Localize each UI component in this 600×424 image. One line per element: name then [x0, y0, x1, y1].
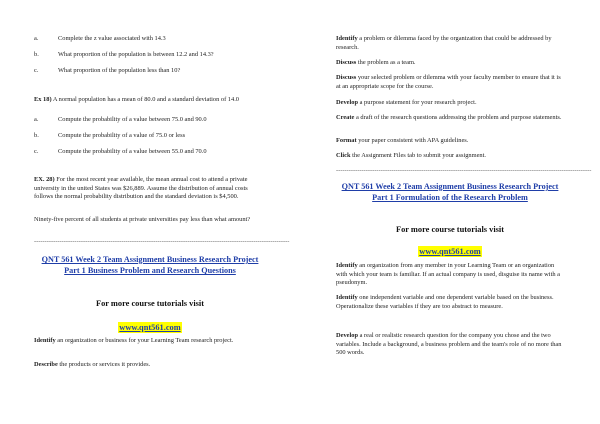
assignment-title-link[interactable]: QNT 561 Week 2 Team Assignment Business Research Project Part 1 Formulation of the Research Problem — [341, 182, 559, 203]
instruction-text: your paper consistent with APA guidelines. — [356, 137, 469, 144]
list-number: c. — [34, 67, 39, 74]
exercise-18-text: A normal population has a mean of 80.0 and a standard deviation of 14.0 — [51, 96, 239, 103]
instruction-text: your selected problem or dilemma with your faculty member to ensure that it is at an appropriate scope for the course. — [336, 74, 561, 90]
instruction-verb: Identify — [336, 294, 358, 301]
list-text: Complete the z value associated with 14.3 — [58, 35, 166, 42]
instruction-verb: Identify — [336, 262, 358, 269]
instruction-text: a real or realistic research question for the company you chose and the two variables. Include a background, a business problem and the team's role of no more than 500 words. — [336, 332, 562, 357]
instruction-paragraph — [336, 137, 566, 146]
url-wrapper — [336, 241, 564, 259]
instruction-verb: Develop — [336, 332, 359, 339]
list-text: Compute the probability of a value of 75.0 or less — [58, 132, 186, 139]
instruction-verb: Identify — [34, 337, 56, 344]
instruction-paragraph — [336, 99, 566, 108]
exercise-18-intro — [34, 96, 239, 105]
exercise-28-body: For the most recent year available, the mean annual cost to attend a private university in the united States was $26,889. Assume the distribution of annual costs follows the normal probability distribution and the standard deviation is $4,500. — [34, 176, 248, 201]
instruction-text: an organization from any member in your Learning Team or an organization with which your team is familiar. If an actual company is used, disguise its name with a pseudonym. — [336, 262, 560, 287]
instruction-verb: Develop — [336, 99, 359, 106]
website-link[interactable]: www.qnt561.com — [419, 247, 481, 256]
website-link[interactable]: www.qnt561.com — [119, 323, 181, 332]
instruction-text: a problem or dilemma faced by the organization that could be addressed by research. — [336, 35, 552, 51]
instruction-paragraph — [34, 361, 262, 370]
url-wrapper — [34, 317, 266, 335]
exercise-28-text — [34, 176, 262, 202]
instruction-paragraph — [34, 337, 239, 346]
instruction-paragraph — [336, 74, 566, 91]
list-text: What proportion of the population less than 10? — [58, 67, 181, 74]
separator-line: ------------------------------------------------------------------------------------------------------------------------ — [34, 238, 290, 245]
instruction-verb: Format — [336, 137, 357, 144]
exercise-28-question: Ninety-five percent of all students at private universities pay less than what amount? — [34, 216, 251, 223]
instruction-text: a draft of the research questions addressing the problem and purpose statements. — [354, 114, 562, 121]
instruction-text: an organization or business for your Learning Team research project. — [55, 337, 234, 344]
list-text: What proportion of the population is between 12.2 and 14.3? — [58, 51, 214, 58]
exercise-18-label: Ex 18) — [34, 96, 52, 103]
instruction-paragraph — [336, 152, 566, 161]
list-number: a. — [34, 116, 39, 123]
instruction-verb: Identify — [336, 35, 358, 42]
list-number: b. — [34, 51, 39, 58]
instruction-verb: Create — [336, 114, 355, 121]
tutorials-heading: For more course tutorials visit — [95, 299, 205, 308]
tutorials-heading: For more course tutorials visit — [395, 225, 505, 234]
list-text: Compute the probability of a value between 55.0 and 70.0 — [58, 148, 207, 155]
exercise-28-label: EX. 28) — [34, 176, 55, 183]
instruction-text: a purpose statement for your research project. — [358, 99, 477, 106]
instruction-paragraph — [336, 59, 564, 68]
list-number: b. — [34, 132, 39, 139]
instruction-verb: Discuss — [336, 74, 357, 81]
instruction-verb: Click — [336, 152, 351, 159]
list-text: Compute the probability of a value between 75.0 and 90.0 — [58, 116, 207, 123]
instruction-paragraph — [336, 114, 566, 123]
instruction-paragraph — [336, 262, 566, 288]
assignment-title-link[interactable]: QNT 561 Week 2 Team Assignment Business Research Project Part 1 Business Problem and Research Questions — [41, 255, 259, 276]
instruction-paragraph — [336, 294, 566, 311]
list-number: a. — [34, 35, 39, 42]
separator-line: ------------------------------------------------------------------------------------------------------------------------ — [336, 167, 592, 174]
instruction-text: the Assignment Files tab to submit your assignment. — [350, 152, 487, 159]
instruction-text: one independent variable and one dependent variable based on the business. Operationalize these variables if they are too abstract to measure. — [336, 294, 554, 310]
list-number: c. — [34, 148, 39, 155]
instruction-paragraph — [336, 332, 564, 358]
instruction-text: the products or services it provides. — [57, 361, 151, 368]
instruction-verb: Discuss — [336, 59, 357, 66]
instruction-verb: Describe — [34, 361, 58, 368]
instruction-text: the problem as a team. — [356, 59, 416, 66]
instruction-paragraph — [336, 35, 564, 52]
